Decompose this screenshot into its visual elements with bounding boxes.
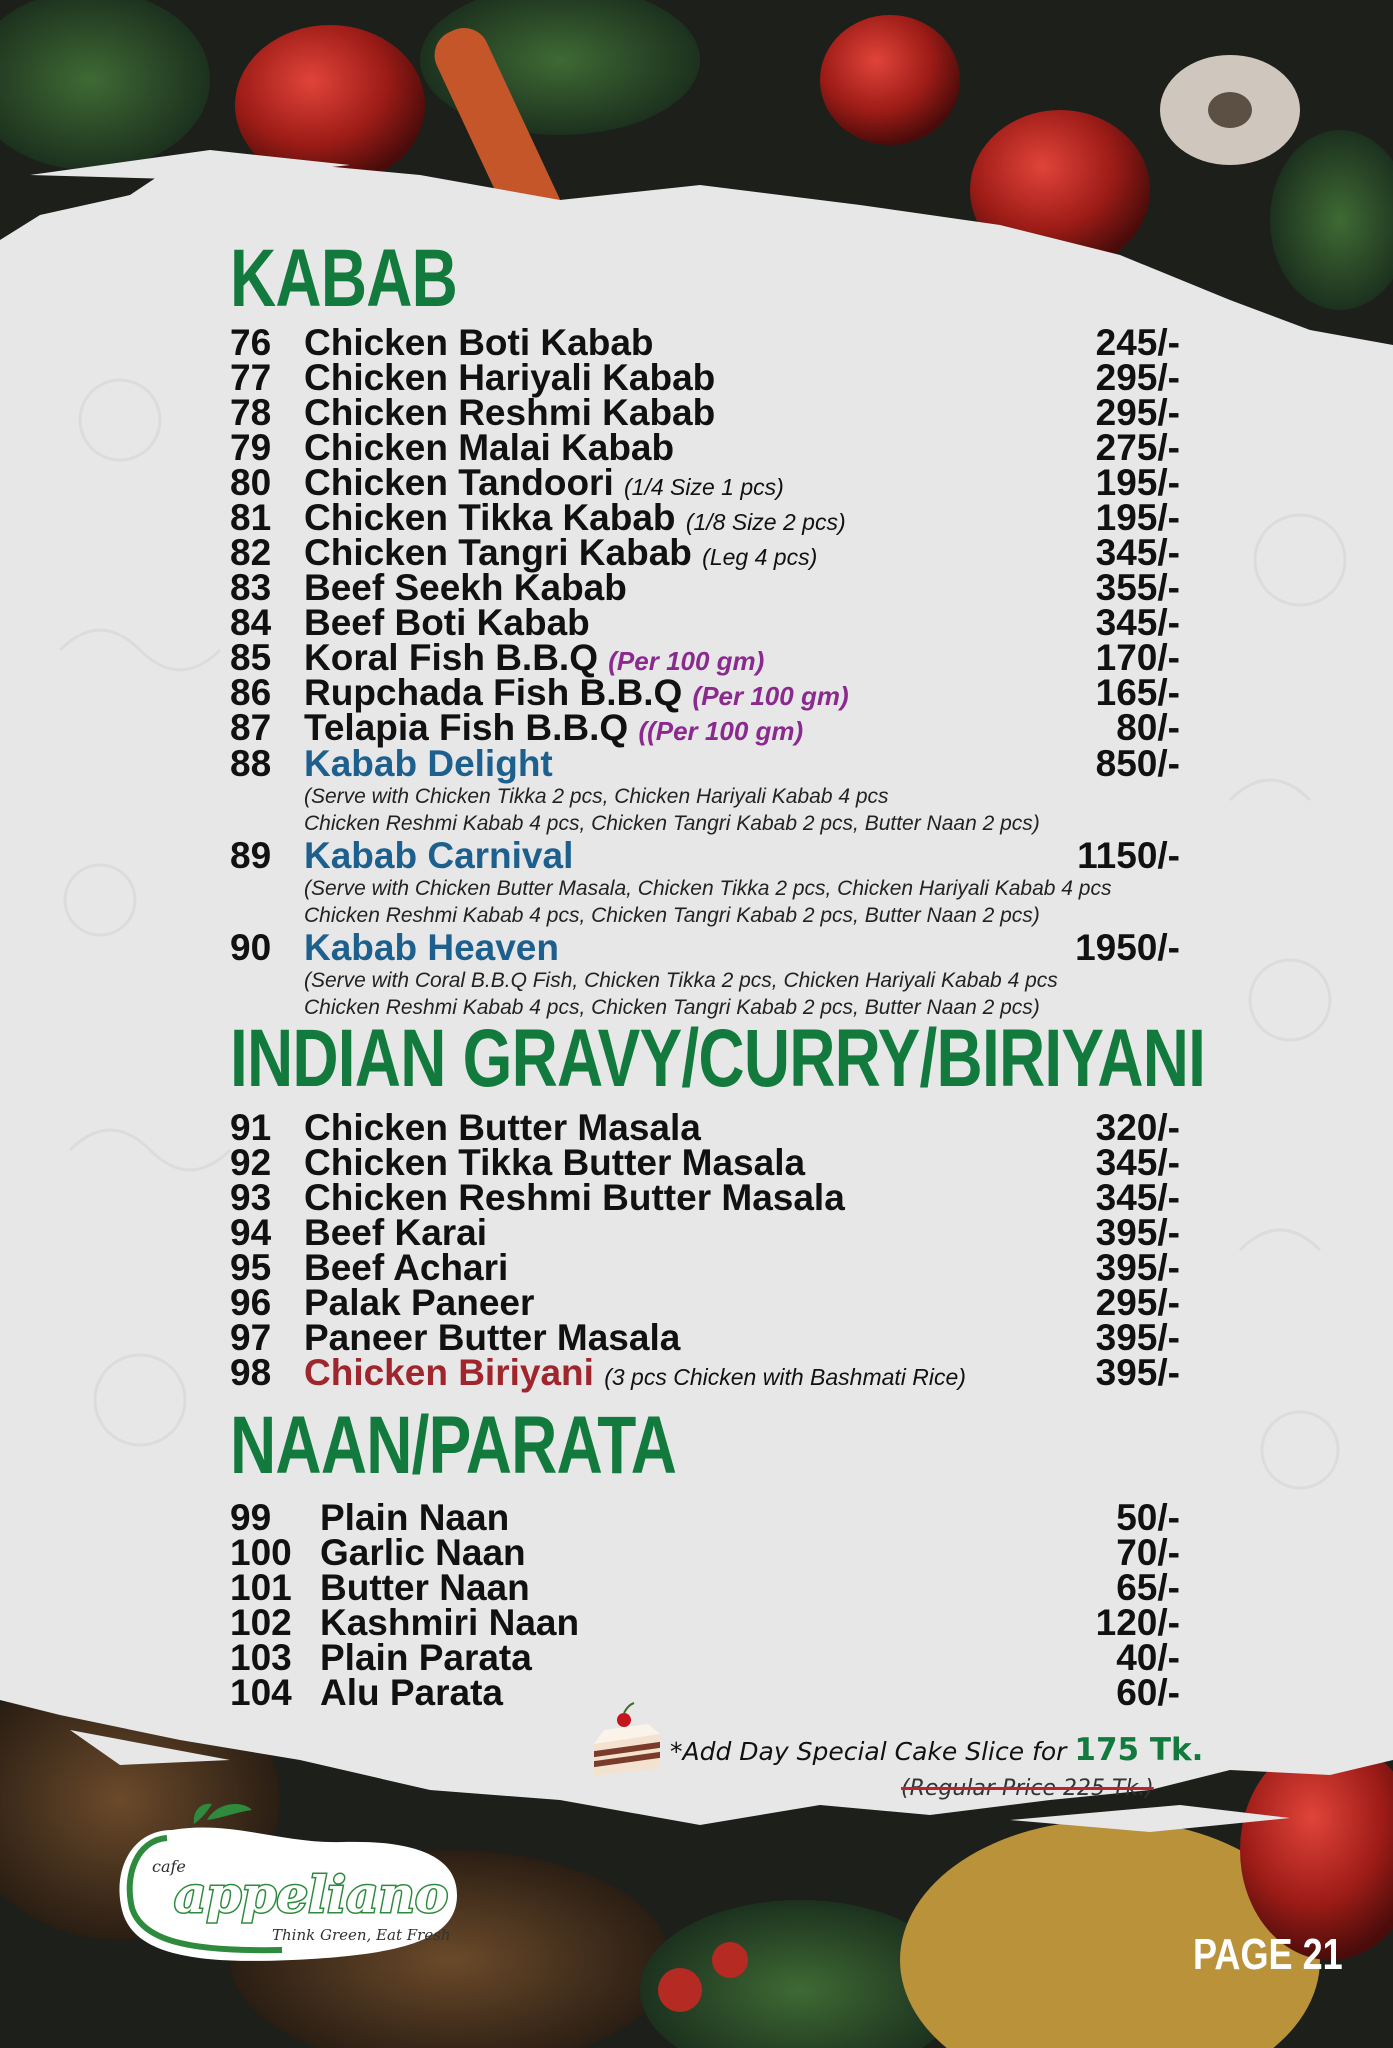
item-note: (Leg 4 pcs) <box>702 544 818 570</box>
menu-item: 85 Koral Fish B.B.Q (Per 100 gm) 170/- <box>230 637 1180 678</box>
item-note: (Per 100 gm) <box>608 646 765 676</box>
menu-item: 93 Chicken Reshmi Butter Masala 345/- <box>230 1177 1180 1218</box>
menu-item: 94 Beef Karai 395/- <box>230 1212 1180 1253</box>
combo-description: Chicken Reshmi Kabab 4 pcs, Chicken Tangri Kabab 2 pcs, Butter Naan 2 pcs) <box>304 812 1040 835</box>
item-note: (1/4 Size 1 pcs) <box>624 474 784 500</box>
menu-item: 100 Garlic Naan 70/- <box>230 1532 1180 1573</box>
menu-item: 92 Chicken Tikka Butter Masala 345/- <box>230 1142 1180 1183</box>
section-title-indian: INDIAN GRAVY/CURRY/BIRIYANI <box>230 1013 1206 1104</box>
item-note: (3 pcs Chicken with Bashmati Rice) <box>604 1364 966 1390</box>
menu-item: 97 Paneer Butter Masala 395/- <box>230 1317 1180 1358</box>
promo-price: 175 Tk. <box>1074 1732 1204 1768</box>
menu-item: 103 Plain Parata 40/- <box>230 1637 1180 1678</box>
cake-promo <box>588 1700 1204 1810</box>
combo-item: 89 Kabab Carnival 1150/- (Serve with Chicken Butter Masala, Chicken Tikka 2 pcs, Chicken Hariyali Kabab 4 pcs Chicken Reshmi Kabab 4 pcs, Chicken Tangri Kabab 2 pcs, Butter Naan 2 pcs) <box>230 835 1180 927</box>
menu-item: 79 Chicken Malai Kabab 275/- <box>230 427 1180 468</box>
cake-slice-icon <box>588 1700 668 1780</box>
menu-item: 78 Chicken Reshmi Kabab 295/- <box>230 392 1180 433</box>
menu-item: 80 Chicken Tandoori (1/4 Size 1 pcs) 195/- <box>230 462 1180 503</box>
menu-item: 102 Kashmiri Naan 120/- <box>230 1602 1180 1643</box>
svg-text:Think Green, Eat Fresh: Think Green, Eat Fresh <box>272 1926 451 1944</box>
promo-text: *Add Day Special Cake Slice for <box>670 1737 1067 1766</box>
kabab-list <box>230 322 1180 1021</box>
menu-item: 76 Chicken Boti Kabab 245/- <box>230 322 1180 363</box>
item-note: (Per 100 gm) <box>692 681 849 711</box>
menu-item: 84 Beef Boti Kabab 345/- <box>230 602 1180 643</box>
menu-item: 98 Chicken Biriyani (3 pcs Chicken with Bashmati Rice) 395/- <box>230 1352 1180 1393</box>
section-title-naan: NAAN/PARATA <box>230 1400 677 1491</box>
svg-text:cafe: cafe <box>152 1857 186 1876</box>
page-number: PAGE 21 <box>1193 1930 1343 1979</box>
combo-description: (Serve with Chicken Tikka 2 pcs, Chicken Hariyali Kabab 4 pcs <box>304 785 889 808</box>
menu-item: 83 Beef Seekh Kabab 355/- <box>230 567 1180 608</box>
combo-item: 88 Kabab Delight 850/- (Serve with Chicken Tikka 2 pcs, Chicken Hariyali Kabab 4 pcs Chicken Reshmi Kabab 4 pcs, Chicken Tangri Kabab 2 pcs, Butter Naan 2 pcs) <box>230 743 1180 835</box>
menu-item: 81 Chicken Tikka Kabab (1/8 Size 2 pcs) 195/- <box>230 497 1180 538</box>
menu-item: 99 Plain Naan 50/- <box>230 1497 1180 1538</box>
menu-item: 86 Rupchada Fish B.B.Q (Per 100 gm) 165/- <box>230 672 1180 713</box>
promo-regular-price: (Regular Price 225 Tk.) <box>901 1776 1154 1801</box>
combo-description: Chicken Reshmi Kabab 4 pcs, Chicken Tangri Kabab 2 pcs, Butter Naan 2 pcs) <box>304 996 1040 1019</box>
naan-list <box>230 1497 1180 1713</box>
menu-item: 96 Palak Paneer 295/- <box>230 1282 1180 1323</box>
combo-description: (Serve with Chicken Butter Masala, Chicken Tikka 2 pcs, Chicken Hariyali Kabab 4 pcs <box>304 877 1112 900</box>
svg-text:appeliano: appeliano <box>174 1865 449 1924</box>
combo-description: (Serve with Coral B.B.Q Fish, Chicken Tikka 2 pcs, Chicken Hariyali Kabab 4 pcs <box>304 969 1058 992</box>
menu-item: 87 Telapia Fish B.B.Q ((Per 100 gm) 80/- <box>230 707 1180 748</box>
combo-description: Chicken Reshmi Kabab 4 pcs, Chicken Tangri Kabab 2 pcs, Butter Naan 2 pcs) <box>304 904 1040 927</box>
indian-list <box>230 1107 1180 1393</box>
menu-item: 104 Alu Parata 60/- <box>230 1672 1180 1713</box>
section-title-kabab: KABAB <box>230 233 458 324</box>
menu-item: 95 Beef Achari 395/- <box>230 1247 1180 1288</box>
menu-item: 82 Chicken Tangri Kabab (Leg 4 pcs) 345/- <box>230 532 1180 573</box>
combo-item: 90 Kabab Heaven 1950/- (Serve with Coral B.B.Q Fish, Chicken Tikka 2 pcs, Chicken Hariyali Kabab 4 pcs Chicken Reshmi Kabab 4 pcs, Chicken Tangri Kabab 2 pcs, Butter Naan 2 pcs) <box>230 927 1180 1019</box>
menu-item: 91 Chicken Butter Masala 320/- <box>230 1107 1180 1148</box>
cafe-appeliano-logo <box>112 1800 472 1970</box>
item-note: (1/8 Size 2 pcs) <box>685 509 846 535</box>
menu-item: 101 Butter Naan 65/- <box>230 1567 1180 1608</box>
item-note: ((Per 100 gm) <box>638 716 804 746</box>
menu-item: 77 Chicken Hariyali Kabab 295/- <box>230 357 1180 398</box>
